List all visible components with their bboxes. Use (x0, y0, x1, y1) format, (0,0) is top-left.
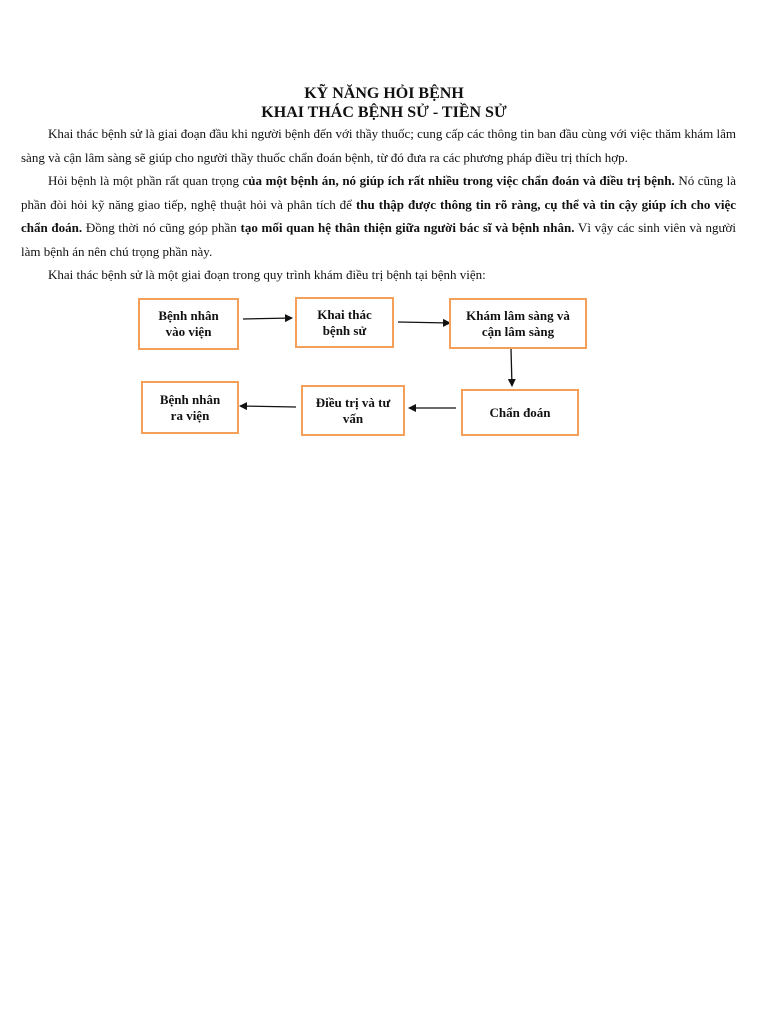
step-history-taking (295, 297, 394, 348)
step-diagnosis-label: Chẩn đoán (489, 404, 551, 420)
step-discharge-label: Bệnh nhân ra viện (159, 391, 221, 423)
step-history-taking-label: Khai thác bệnh sử (317, 306, 372, 338)
para2-bold-3: tạo mối quan hệ thân thiện giữa người bác sĩ và bệnh nhân. (240, 220, 575, 235)
title-line-1: KỸ NĂNG HỎI BỆNH (304, 85, 464, 102)
para2-text-2: Nó cũng là phần đòi hỏi kỹ năng giao tiếp, nghệ thuật hỏi và phân tích để (21, 173, 736, 212)
step-admission (138, 298, 239, 350)
arrow-exam-to-diagnosis (511, 349, 512, 386)
step-clinical-exam-label: Khám lâm sàng và cận lâm sàng (466, 307, 570, 339)
step-diagnosis (461, 389, 579, 436)
paragraph-process-intro: Khai thác bệnh sử là một giai đoạn trong quy trình khám điều trị bệnh tại bệnh viện: (48, 267, 486, 282)
step-treatment (301, 385, 405, 436)
document-title (0, 84, 768, 122)
step-clinical-exam (449, 298, 587, 349)
arrow-treatment-to-discharge (240, 406, 296, 407)
arrow-history-to-exam (398, 322, 450, 323)
step-treatment-label: Điều trị và tư vấn (315, 394, 391, 426)
para2-text-1: Hỏi bệnh là một phần rất quan trọng c (48, 173, 249, 188)
paragraph-importance (21, 169, 736, 263)
title-line-2: KHAI THÁC BỆNH SỬ - TIỀN SỬ (261, 104, 507, 121)
step-discharge (141, 381, 239, 434)
arrow-admission-to-history (243, 318, 292, 319)
step-admission-label: Bệnh nhân vào viện (158, 308, 219, 339)
paragraph-intro: Khai thác bệnh sử là giai đoạn đầu khi người bệnh đến với thầy thuốc; cung cấp các thông tin ban đầu cùng với việc thăm khám lâm sàng và cận lâm sàng sẽ giúp cho người thầy thuốc chẩn đoán bệnh, từ đó đưa ra các phương pháp điều trị thích hợp. (21, 126, 736, 165)
para2-bold-2: thu thập được thông tin rõ ràng, cụ thể và tin cậy giúp ích cho việc chẩn đoán. (21, 196, 736, 235)
body-text (21, 122, 736, 287)
para2-bold-1: ủa một bệnh án, nó giúp ích rất nhiều trong việc chẩn đoán và điều trị bệnh. (248, 173, 675, 188)
para2-text-3: Đồng thời nó cũng góp phần (82, 220, 241, 235)
para2-text-4: Vì vậy các sinh viên và người làm bệnh án nên chú trọng phần này. (21, 220, 736, 259)
